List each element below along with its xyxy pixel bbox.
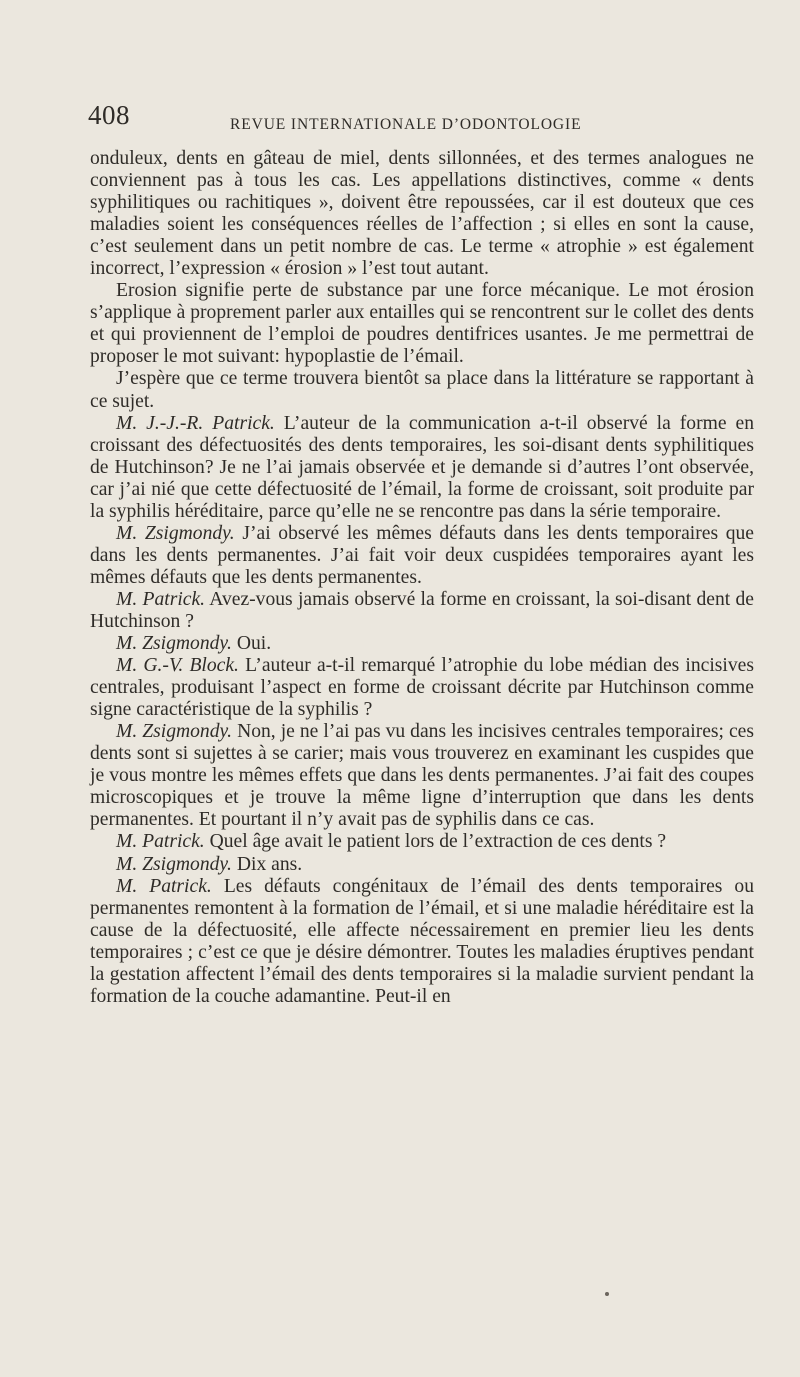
speaker-name: M. Patrick.	[116, 875, 212, 897]
ink-speck	[605, 1292, 609, 1296]
speaker-name: M. Zsigmondy.	[116, 853, 232, 875]
paragraph-text: onduleux, dents en gâteau de miel, dents sillonnées, et des termes analogues ne conviennent pas à tous les cas. Les appellations distinctives, comme « dents syphilitiques ou rachitiques », doivent être repoussées, car il est douteux que ces maladies soient les conséquences réelles de l’affection ; si elles en sont la cause, c’est seulement dans un petit nombre de cas. Le terme « atrophie » est également incorrect, l’expression « érosion » l’est tout autant.	[90, 148, 754, 280]
paragraph	[90, 831, 754, 853]
paragraph-text: L’auteur de la communication a-t-il observé la forme en croissant des défectuosités des dents temporaires, les soi-disant dents syphilitiques de Hutchinson? Je ne l’ai jamais observée et je demande si d’autres l’ont observée, car j’ai nié que cette défectuosité de l’émail, la forme de croissant, soit produite par la syphilis héréditaire, parce qu’elle ne se rencontre pas dans la série temporaire.	[90, 412, 754, 522]
speaker-name: M. Zsigmondy.	[116, 721, 233, 743]
page-header	[88, 100, 756, 140]
paragraph-text: Oui.	[236, 633, 272, 655]
speaker-name: M. Zsigmondy.	[116, 633, 232, 655]
paragraph	[90, 633, 754, 655]
paragraph-text: J’ai observé les mêmes défauts dans les dents temporaires que dans les dents permanentes. J’ai fait voir deux cuspidées temporaires ayant les mêmes défauts que les dents permanentes.	[90, 522, 755, 588]
paragraph	[90, 655, 754, 721]
paragraph	[90, 280, 754, 368]
paragraph-text: Avez-vous jamais observé la forme en croissant, la soi-disant dent de Hutchinson ?	[90, 588, 754, 632]
paragraph	[90, 876, 754, 1008]
speaker-name: M. G.-V. Block.	[116, 655, 239, 677]
paragraph	[90, 368, 754, 412]
speaker-name: M. J.-J.-R. Patrick.	[116, 412, 275, 434]
paragraph-text: L’auteur a-t-il remarqué l’atrophie du lobe médian des incisives centrales, produisant l’aspect en forme de croissant décrite par Hutchinson comme signe caractéristique de la syphilis ?	[90, 655, 754, 721]
paragraph-text: Erosion signifie perte de substance par une force mécanique. Le mot érosion s’applique à proprement parler aux entailles qui se rencontrent sur le collet des dents et qui proviennent de l’emploi de poudres dentifrices usantes. Je me permettrai de proposer le mot suivant: hypoplastie de l’émail.	[90, 280, 754, 368]
paragraph-text: J’espère que ce terme trouvera bientôt sa place dans la littérature se rapportant à ce sujet.	[90, 368, 754, 412]
paragraph	[90, 523, 754, 589]
speaker-name: M. Patrick.	[116, 588, 206, 610]
body-text	[90, 148, 754, 1008]
speaker-name: M. Zsigmondy.	[116, 522, 235, 544]
paragraph-text: Les défauts congénitaux de l’émail des dents temporaires ou permanentes remontent à la formation de l’émail, et si une maladie héréditaire est la cause de la défectuosité, elle affecte nécessairement en premier lieu les dents temporaires ; c’est ce que je désire démontrer. Toutes les maladies éruptives pendant la gestation affectent l’émail des dents temporaires si la maladie survient pendant la formation de la couche adamantine. Peut-il en	[90, 875, 754, 1007]
paragraph-text: Dix ans.	[236, 853, 303, 875]
paragraph	[90, 589, 754, 633]
paragraph-text: Non, je ne l’ai pas vu dans les incisives centrales temporaires; ces dents sont si sujettes à se carier; mais vous trouverez en examinant les cuspides que je vous montre les mêmes effets que dans les dents permanentes. J’ai fait des coupes microscopiques et je trouve la même ligne d’interruption que dans les dents permanentes. Et pourtant il n’y avait pas de syphilis dans ce cas.	[90, 721, 754, 831]
paragraph	[90, 413, 754, 523]
paragraph	[90, 854, 754, 876]
page-number: 408	[88, 100, 130, 130]
paragraph-text: Quel âge avait le patient lors de l’extraction de ces dents ?	[209, 831, 667, 853]
paragraph	[90, 721, 754, 831]
speaker-name: M. Patrick.	[116, 831, 205, 853]
paragraph	[90, 148, 754, 280]
running-title: REVUE INTERNATIONALE D’ODONTOLOGIE	[230, 116, 582, 133]
